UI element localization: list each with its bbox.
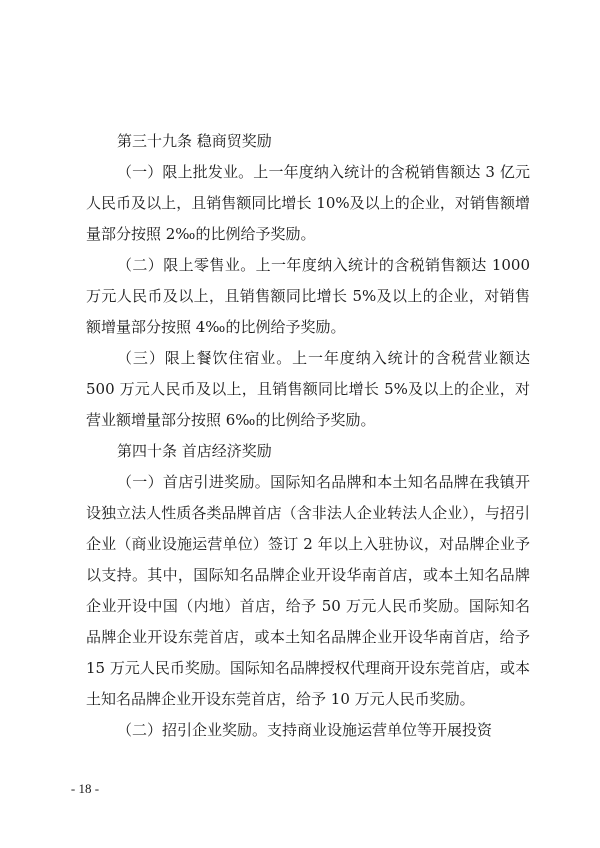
article-40-paragraph-2: （二）招引企业奖励。支持商业设施运营单位等开展投资 <box>117 721 493 739</box>
article-40-paragraph-1: （一）首店引进奖励。国际知名品牌和本土知名品牌在我镇开设独立法人性质各类品牌首店（含非法人企业转法人企业），与招引企业（商业设施运营单位）签订 2 年以上入驻协议，对品牌企业予以支持。其中，国际知名品牌企业开设华南首店，或本土知名品牌企业开设中国（内地）首店，给予 50 万元人民币奖励。国际知名品牌企业开设东莞首店，或本土知名品牌企业开设华南首店，给予 15 万元人民币奖励。国际知名品牌授权代理商开设东莞首店，或本土知名品牌企业开设东莞首店，给予 10 万元人民币奖励。 <box>86 473 530 708</box>
article-39-paragraph-3: （三）限上餐饮住宿业。上一年度纳入统计的含税营业额达 500 万元人民币及以上，且销售额同比增长 5%及以上的企业，对营业额增量部分按照 6‰的比例给予奖励。 <box>86 349 530 429</box>
page-number: - 18 - <box>70 781 100 796</box>
article-39-heading: 第三十九条 稳商贸奖励 <box>117 132 272 150</box>
article-39-paragraph-2: （二）限上零售业。上一年度纳入统计的含税销售额达 1000 万元人民币及以上，且销售额同比增长 5%及以上的企业，对销售额增量部分按照 4‰的比例给予奖励。 <box>86 256 530 336</box>
document-body <box>86 126 530 746</box>
article-39-paragraph-1: （一）限上批发业。上一年度纳入统计的含税销售额达 3 亿元人民币及以上，且销售额同比增长 10%及以上的企业，对销售额增量部分按照 2‰的比例给予奖励。 <box>86 163 530 243</box>
article-40-heading: 第四十条 首店经济奖励 <box>117 442 272 460</box>
